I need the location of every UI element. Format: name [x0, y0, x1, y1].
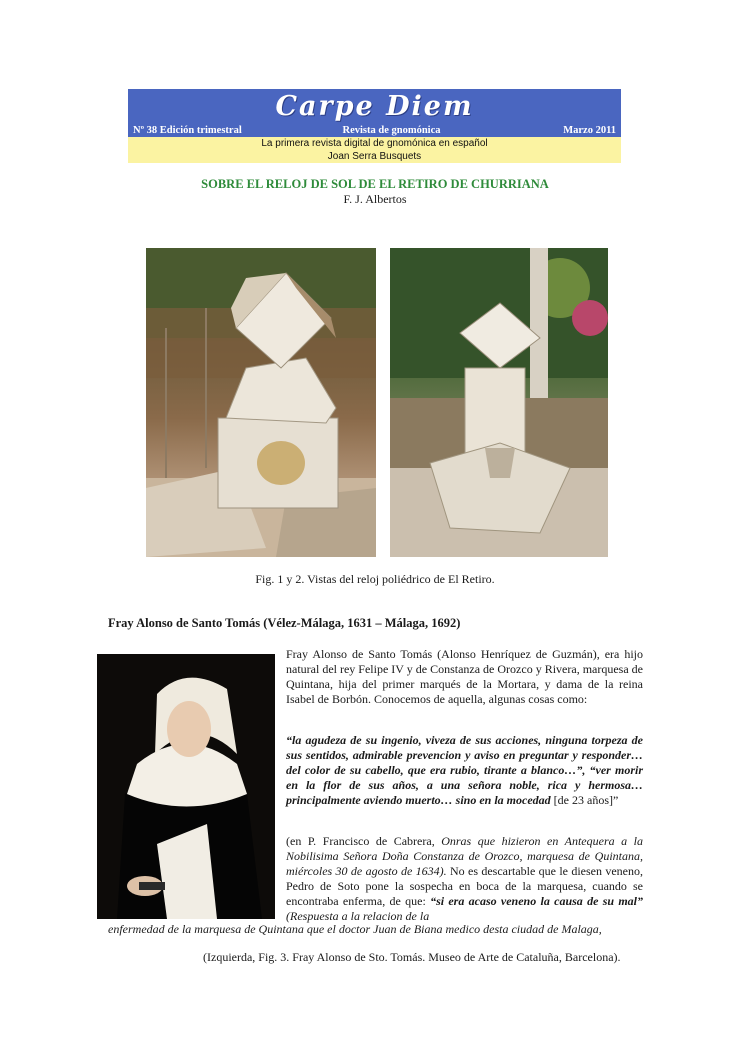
article-title: SOBRE EL RELOJ DE SOL DE EL RETIRO DE CHURRIANA [201, 177, 549, 191]
masthead-banner [128, 89, 621, 137]
sundial-photo-1 [146, 248, 376, 557]
source-text-a: (en P. Francisco de Cabrera, [286, 834, 442, 848]
issue-date: Marzo 2011 [563, 125, 616, 136]
quote-text: “la agudeza de su ingenio, viveza de sus acciones, ninguna torpeza de sus sentidos, admirable prevencion y aviso en preguntar y responder… del color de su cabello, que era rubio, tirante a blanco…”, “ver morir en la flor de sus años, a una señora noble, rica y hermosa… principalmente aviendo muerto… sino en la mocedad [286, 733, 643, 807]
article-author: F. J. Albertos [343, 192, 407, 206]
masthead-info-row [133, 125, 616, 136]
source-text-c: No es descartable que le diesen veneno, Pedro de Soto pone la sospecha en boca de la marquesa, cuando se encontraba enferma, de que: [286, 864, 644, 908]
paragraph-quote [286, 733, 643, 808]
masthead [128, 89, 621, 163]
figure-caption-1-2: Fig. 1 y 2. Vistas del reloj poliédrico de El Retiro. [255, 572, 495, 586]
sundial-photo-2 [390, 248, 608, 557]
section-heading: Fray Alonso de Santo Tomás (Vélez-Málaga, 1631 – Málaga, 1692) [108, 616, 461, 630]
journal-title: Carpe Diem [275, 91, 474, 122]
journal-subtitle: Revista de gnomónica [342, 125, 441, 136]
masthead-tagline-box [128, 137, 621, 163]
source-text-d: “si era acaso veneno la causa de su mal” [430, 894, 643, 908]
figure-caption-3: (Izquierda, Fig. 3. Fray Alonso de Sto. Tomás. Museo de Arte de Cataluña, Barcelona). [203, 950, 621, 964]
source-text-e: (Respuesta a la relacion de la [286, 909, 430, 923]
journal-editor: Joan Serra Busquets [327, 151, 422, 162]
journal-tagline: La primera revista digital de gnomónica en español [261, 138, 488, 149]
paragraph-intro: Fray Alonso de Santo Tomás (Alonso Henríquez de Guzmán), era hijo natural del rey Felipe IV y de Constanza de Orozco y Rivera, marquesa de Quintana, hija del primer marqués de la Mortara, y dama de la reina Isabel de Borbón. Conocemos de aquella, algunas cosas como: [286, 647, 643, 706]
paragraph-source [286, 834, 643, 924]
portrait-painting [97, 654, 275, 919]
paragraph-continuation: enfermedad de la marquesa de Quintana que el doctor Juan de Biana medico desta ciudad de Malaga, [108, 922, 602, 936]
source-text-b: Onras que hizieron en Antequera a la Nobilisima Señora Doña Constanza de Orozco, marquesa de Quintana, miércoles 30 de agosto de 1634). [286, 834, 643, 878]
quote-note: [de 23 años]” [550, 793, 619, 807]
issue-label: Nº 38 Edición trimestral [133, 125, 242, 136]
